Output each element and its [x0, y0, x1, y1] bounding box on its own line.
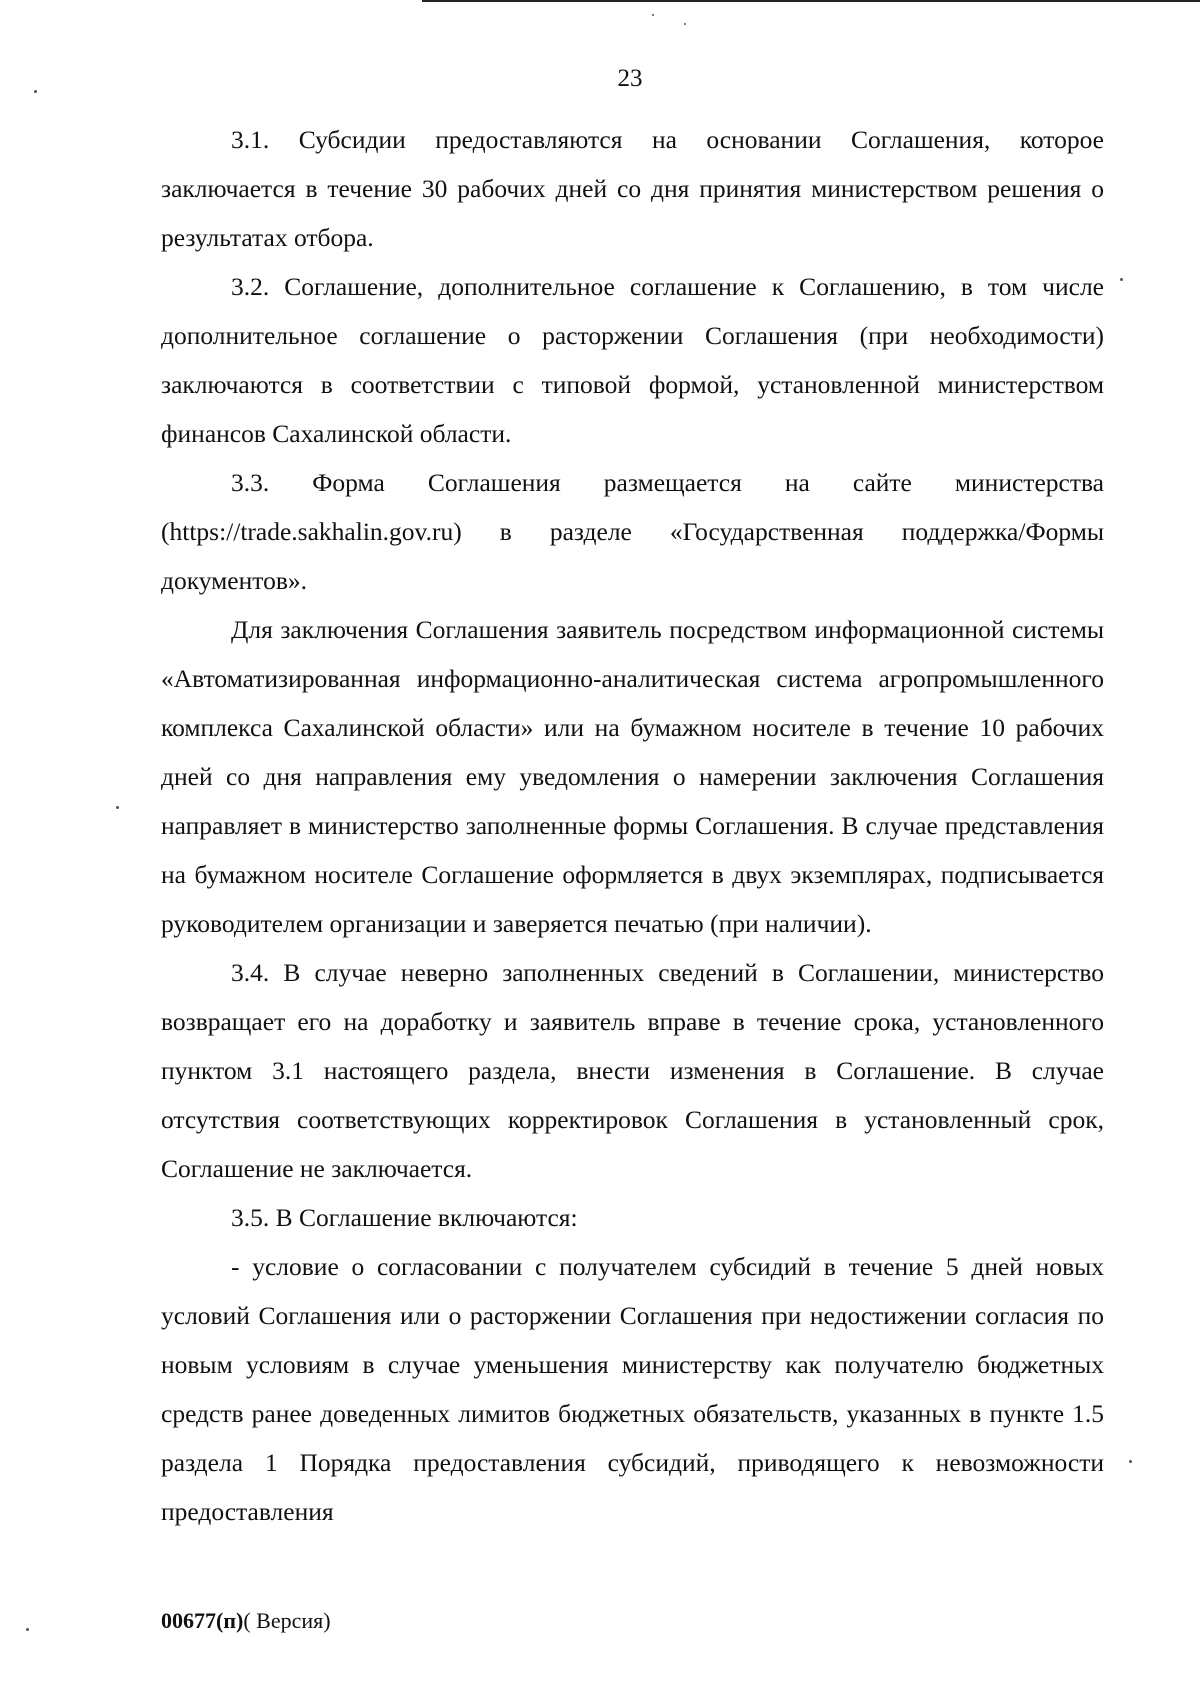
top-rule: [422, 0, 1200, 2]
scan-speck: [26, 1628, 29, 1631]
paragraph-condition-item: - условие о согласовании с получателем субсидий в течение 5 дней новых условий Соглашения или о расторжении Соглашения при недостижении согласия по новым условиям в случае уменьшения министерству как получателю бюджетных средств ранее доведенных лимитов бюджетных обязательств, указанных в пункте 1.5 раздела 1 Порядка предоставления субсидий, приводящего к невозможности предоставления: [161, 1252, 1104, 1526]
scan-speck: [116, 806, 119, 809]
document-code: 00677(п): [161, 1608, 244, 1633]
paragraph-3-4: 3.4. В случае неверно заполненных сведений в Соглашении, министерство возвращает его на доработку и заявитель вправе в течение срока, установленного пунктом 3.1 настоящего раздела, внести изменения в Соглашение. В случае отсутствия соответствующих корректировок Соглашения в установленный срок, Соглашение не заключается.: [161, 958, 1104, 1183]
scan-speck: [1129, 1460, 1132, 1463]
document-body: [161, 115, 1104, 1536]
scan-speck: [684, 23, 686, 25]
paragraph-agreement-procedure: Для заключения Соглашения заявитель посредством информационной системы «Автоматизированная информационно-аналитическая система агропромышленного комплекса Сахалинской области» или на бумажном носителе в течение 10 рабочих дней со дня направления ему уведомления о намерении заключения Соглашения направляет в министерство заполненные формы Соглашения. В случае представления на бумажном носителе Соглашение оформляется в двух экземплярах, подписывается руководителем организации и заверяется печатью (при наличии).: [161, 615, 1104, 938]
footer-document-code: [161, 1607, 331, 1635]
scan-speck: [34, 90, 37, 93]
scan-speck: [1120, 278, 1123, 281]
paragraph-3-2: 3.2. Соглашение, дополнительное соглашение к Соглашению, в том числе дополнительное соглашение о расторжении Соглашения (при необходимости) заключаются в соответствии с типовой формой, установленной министерством финансов Сахалинской области.: [161, 272, 1104, 448]
document-version: ( Версия): [243, 1608, 331, 1633]
scan-speck: [652, 14, 654, 16]
paragraph-3-3: 3.3. Форма Соглашения размещается на сайте министерства (https://trade.sakhalin.gov.ru) в разделе «Государственная поддержка/Формы документов».: [161, 468, 1104, 595]
paragraph-3-5: 3.5. В Соглашение включаются:: [231, 1203, 578, 1232]
paragraph-3-1: 3.1. Субсидии предоставляются на основании Соглашения, которое заключается в течение 30 рабочих дней со дня принятия министерством решения о результатах отбора.: [161, 125, 1104, 252]
page-number: 23: [617, 65, 643, 92]
